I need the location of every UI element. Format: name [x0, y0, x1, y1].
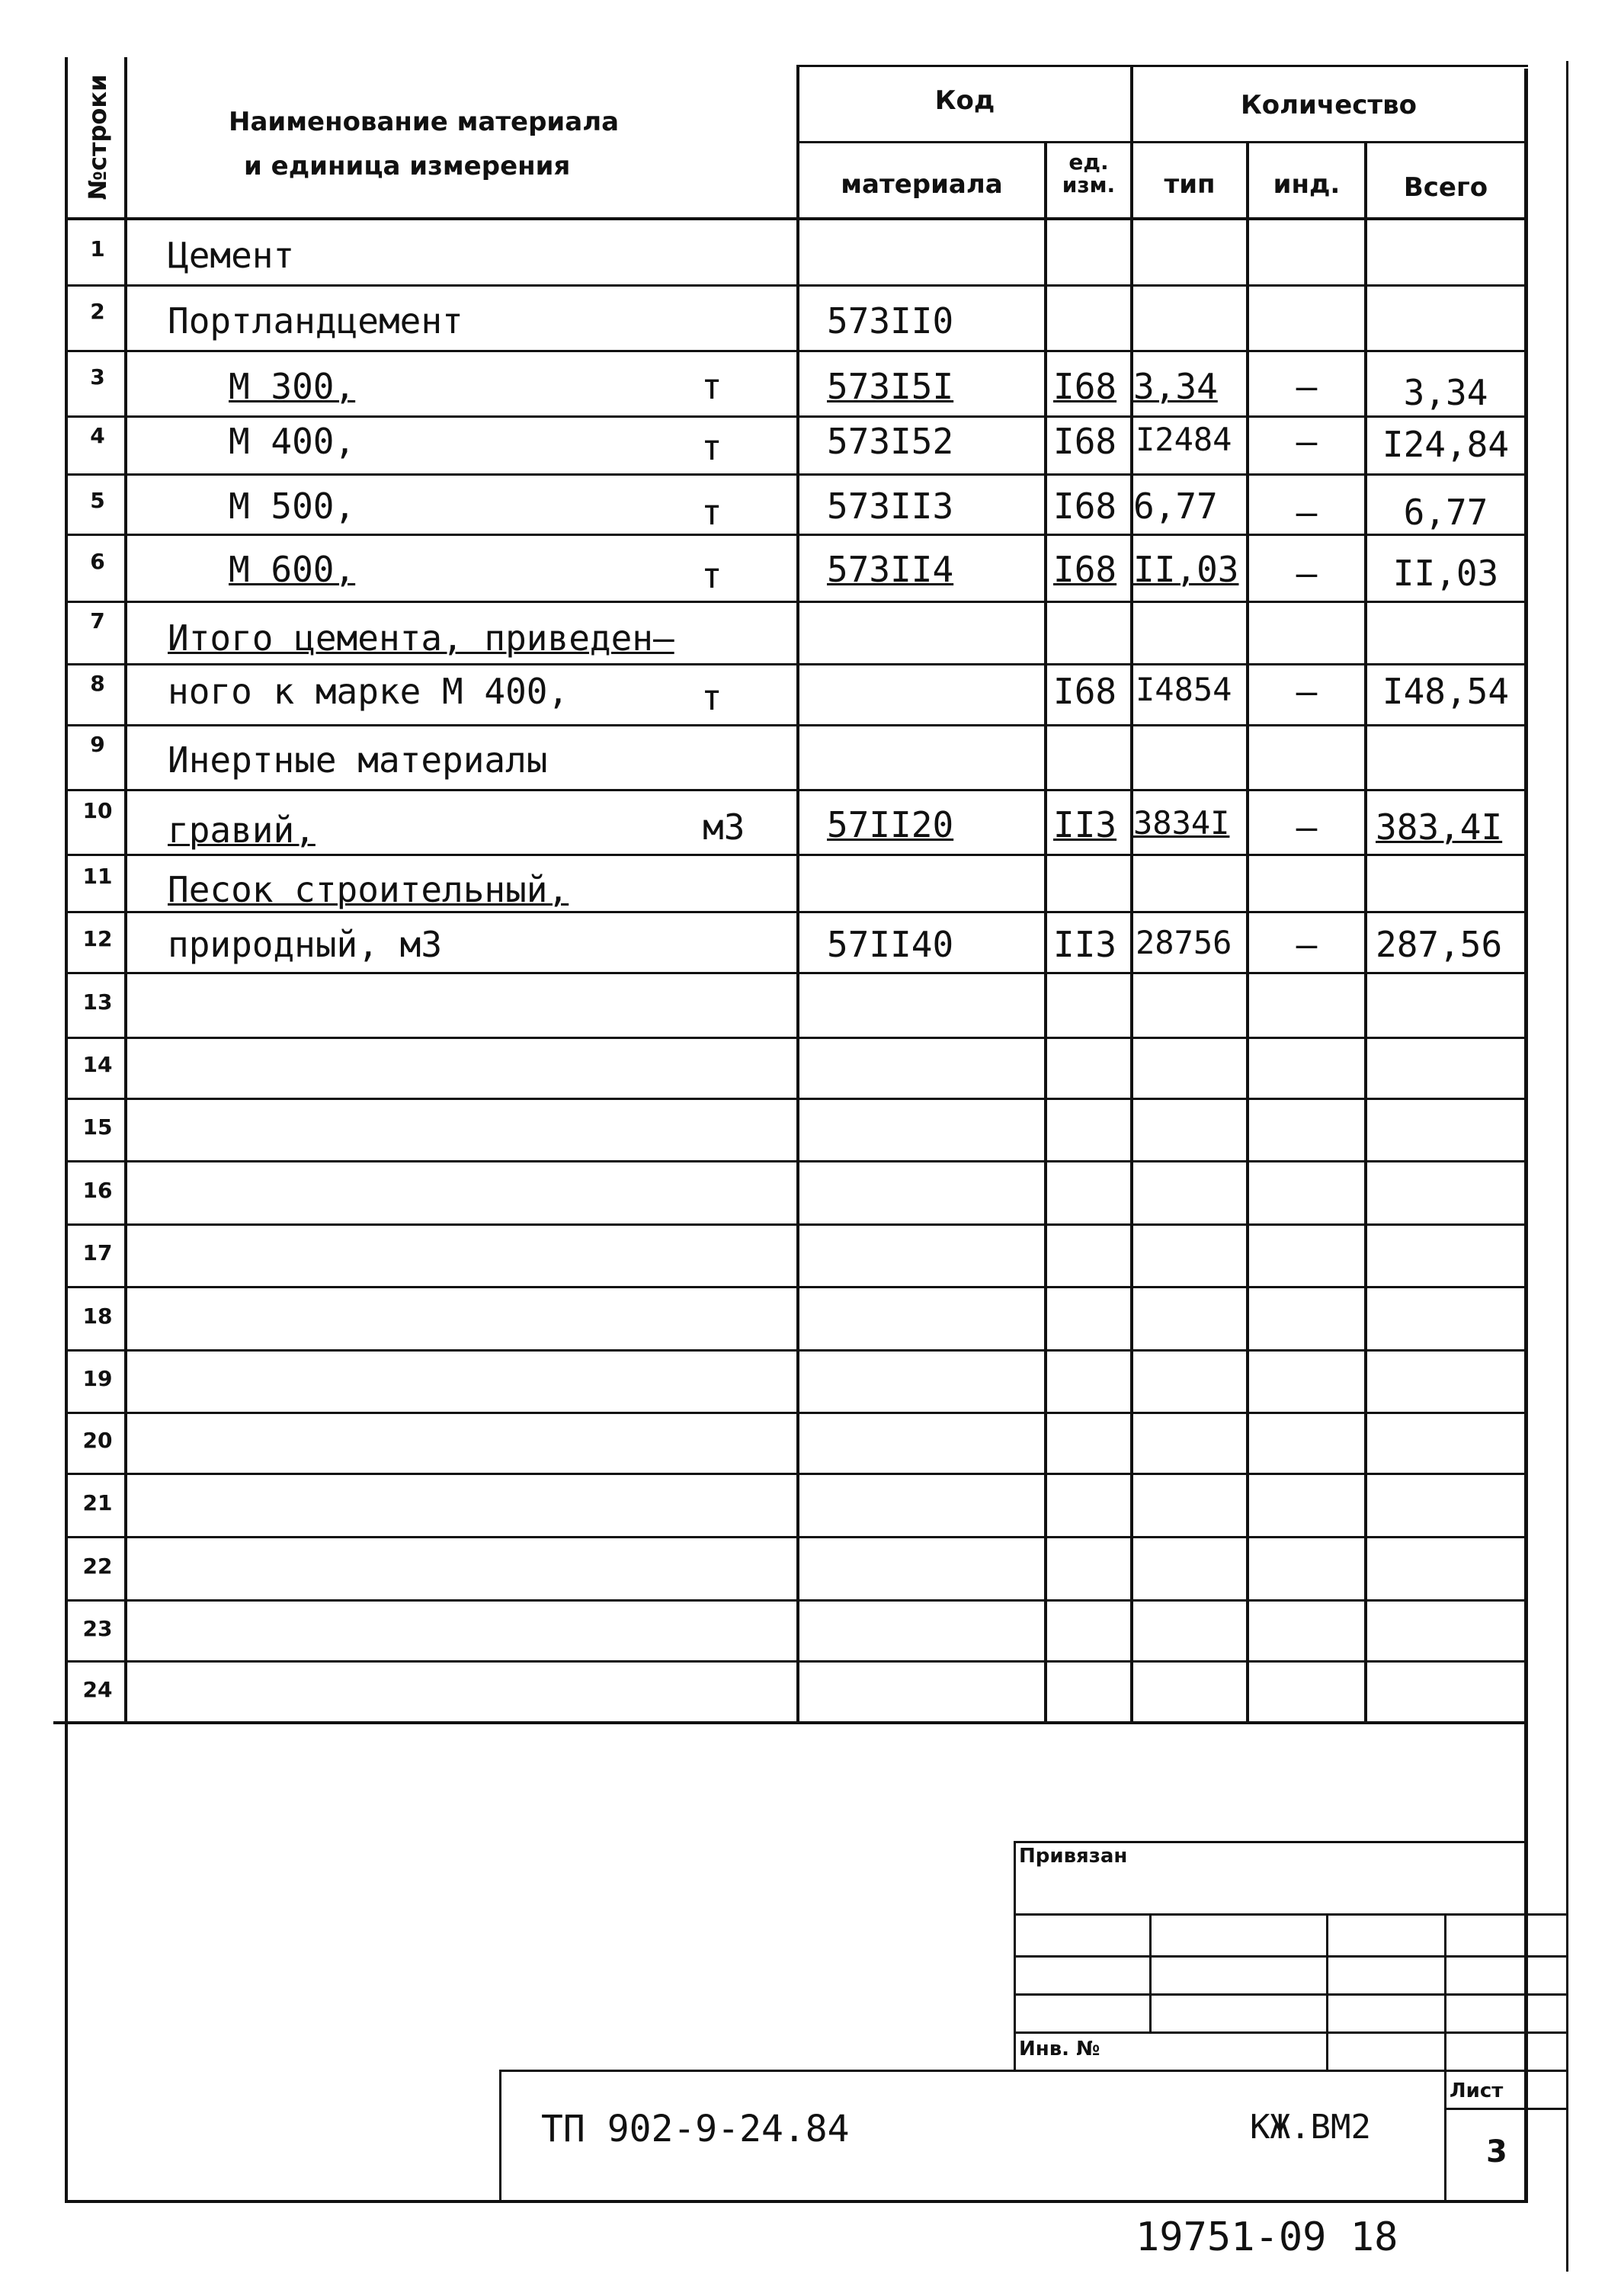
material-name: Инертные материалы	[168, 739, 548, 781]
qty-total: 383,4I	[1376, 806, 1503, 848]
material-code: 57II20	[827, 804, 954, 845]
qty-type-header: тип	[1164, 169, 1216, 200]
unit-label: т	[701, 677, 722, 718]
material-code: 573II3	[827, 486, 954, 527]
row-number: 2	[90, 299, 105, 324]
qty-ind: –	[1296, 806, 1318, 848]
row-number: 7	[90, 608, 105, 633]
unit-code: I68	[1053, 421, 1117, 462]
row-number: 15	[82, 1114, 113, 1140]
material-name: М 300,	[229, 366, 356, 407]
qty-ind: –	[1296, 492, 1318, 533]
material-name: природный, м3	[168, 924, 443, 965]
quantity-header: Количество	[1240, 90, 1417, 120]
qty-total: 287,56	[1376, 924, 1503, 965]
row-number: 23	[82, 1616, 113, 1641]
sheet-number: 3	[1486, 2134, 1507, 2169]
row-number: 22	[82, 1554, 113, 1579]
name-header-line2: и единица измерения	[244, 151, 571, 181]
material-name: гравий,	[168, 810, 316, 851]
qty-type: 3,34	[1133, 366, 1218, 407]
row-number: 11	[82, 864, 113, 889]
row-number: 14	[82, 1052, 113, 1077]
qty-ind: –	[1296, 924, 1318, 965]
qty-total: 3,34	[1403, 372, 1488, 413]
row-number: 21	[82, 1490, 113, 1515]
qty-type: I4854	[1136, 671, 1232, 708]
row-number: 17	[82, 1240, 113, 1265]
unit-label: т	[701, 366, 722, 407]
qty-total: I48,54	[1382, 671, 1510, 712]
document-code: КЖ.ВМ2	[1250, 2108, 1371, 2147]
unit-label: м3	[703, 806, 745, 848]
qty-ind: –	[1296, 366, 1318, 407]
row-number-header: №строки	[83, 74, 112, 200]
row-number: 3	[90, 364, 105, 390]
project-code: ТП 902-9-24.84	[541, 2108, 850, 2150]
unit-label: т	[701, 492, 722, 533]
unit-code: I68	[1053, 486, 1117, 527]
row-number: 9	[90, 732, 105, 757]
qty-total: 6,77	[1403, 492, 1488, 533]
material-name: М 400,	[229, 421, 356, 462]
unit-header: ед. изм.	[1062, 149, 1116, 197]
material-name: ного к марке М 400,	[168, 671, 569, 712]
row-number: 16	[82, 1178, 113, 1203]
material-name: Цемент	[168, 235, 295, 276]
row-number: 6	[90, 549, 105, 574]
qty-type: 6,77	[1133, 486, 1218, 527]
row-number: 10	[82, 798, 113, 823]
unit-label: т	[701, 555, 722, 596]
row-number: 8	[90, 671, 105, 696]
material-code: 57II40	[827, 924, 954, 965]
material-name: Портландцемент	[168, 300, 463, 342]
qty-total: II,03	[1392, 553, 1499, 594]
material-name: М 500,	[229, 486, 356, 527]
unit-label: т	[701, 427, 722, 468]
unit-code: I68	[1053, 671, 1117, 712]
qty-ind-header: инд.	[1273, 169, 1341, 200]
unit-code: II3	[1053, 924, 1117, 965]
row-number: 4	[90, 423, 105, 448]
unit-code: I68	[1053, 549, 1117, 590]
qty-total: I24,84	[1382, 424, 1510, 465]
material-code: 573II4	[827, 549, 954, 590]
qty-ind: –	[1296, 553, 1318, 594]
name-header-line1: Наименование материала	[229, 107, 620, 137]
material-name: М 600,	[229, 549, 356, 590]
inventory-number-label: Инв. №	[1019, 2038, 1100, 2060]
qty-ind: –	[1296, 671, 1318, 712]
material-code: 573I52	[827, 421, 954, 462]
qty-ind: –	[1296, 421, 1318, 462]
unit-code: II3	[1053, 804, 1117, 845]
archive-number: 19751-09 18	[1136, 2214, 1398, 2260]
row-number: 12	[82, 926, 113, 951]
row-number: 13	[82, 989, 113, 1015]
material-name: Песок строительный,	[168, 869, 569, 910]
row-number: 20	[82, 1428, 113, 1453]
code-header: Код	[934, 85, 995, 116]
code-material-header: материала	[841, 169, 1003, 200]
qty-type: 3834I	[1133, 804, 1230, 842]
row-number: 24	[82, 1677, 113, 1702]
attached-label: Привязан	[1019, 1845, 1128, 1868]
qty-type: I2484	[1136, 421, 1232, 458]
material-name: Итого цемента, приведен–	[168, 617, 674, 659]
material-code: 573I5I	[827, 366, 954, 407]
qty-type: 28756	[1136, 924, 1232, 961]
unit-code: I68	[1053, 366, 1117, 407]
material-code: 573II0	[827, 300, 954, 342]
row-number: 19	[82, 1366, 113, 1391]
row-number: 5	[90, 488, 105, 513]
qty-total-header: Всего	[1403, 172, 1488, 203]
sheet-label: Лист	[1450, 2080, 1504, 2102]
qty-type: II,03	[1133, 549, 1239, 590]
row-number: 18	[82, 1304, 113, 1329]
row-number: 1	[90, 236, 105, 261]
